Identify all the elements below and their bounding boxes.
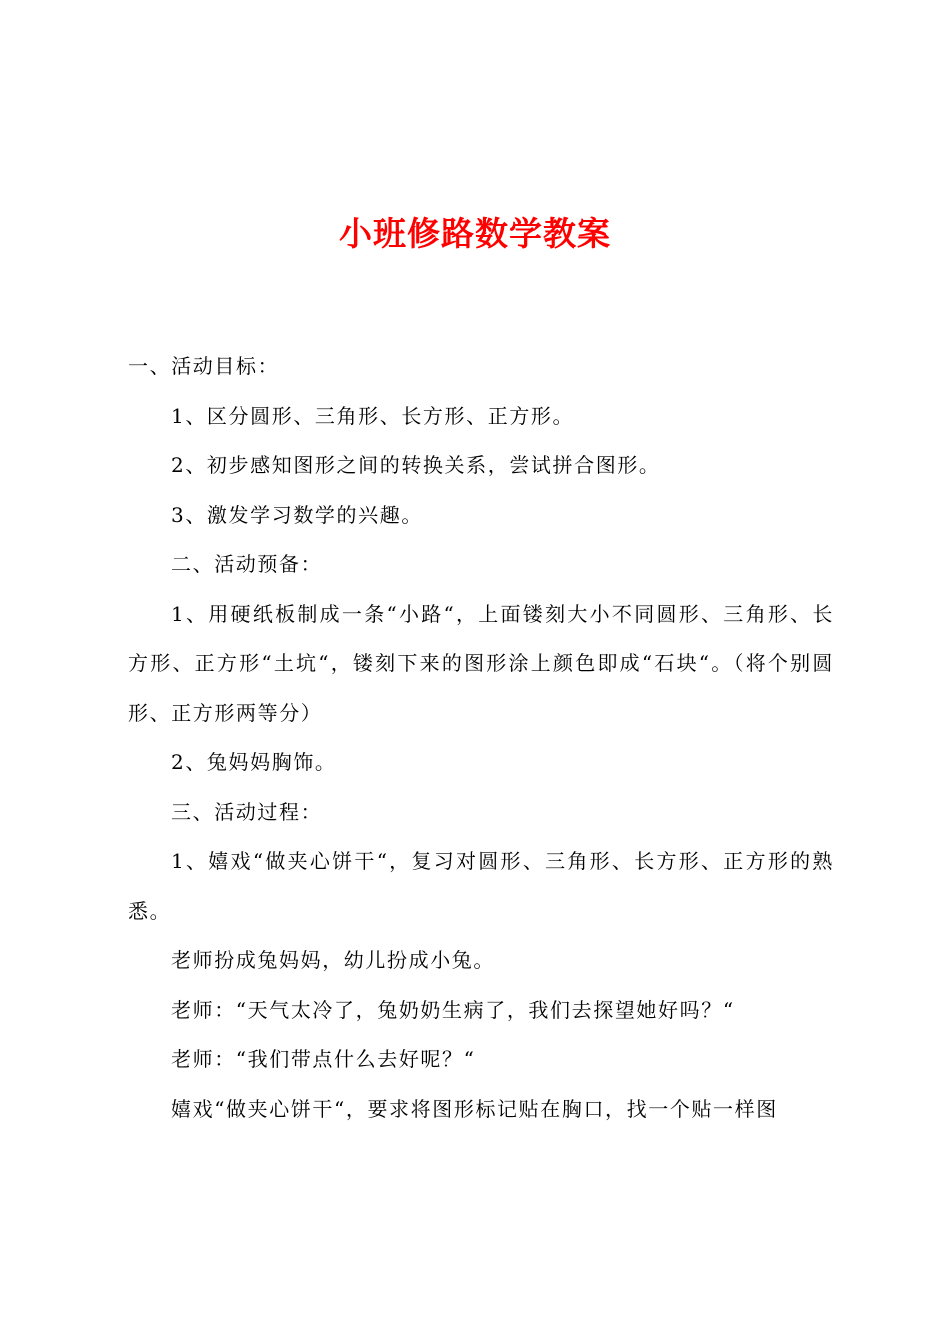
preparation-item-1: 1、用硬纸板制成一条“小路“，上面镂刻大小不同圆形、三角形、长方形、正方形“土坑“，镂刻下来的图形涂上颜色即成“石块“。（将个别圆形、正方形两等分）: [128, 601, 834, 725]
goal-item-2: 2、初步感知图形之间的转换关系，尝试拼合图形。: [171, 453, 661, 477]
process-item-1: 1、嬉戏“做夹心饼干“，复习对圆形、三角形、长方形、正方形的熟悉。: [128, 849, 834, 923]
section-heading-goals: 一、活动目标：: [128, 354, 280, 378]
section-heading-process: 三、活动过程：: [171, 799, 323, 824]
preparation-item-2: 2、兔妈妈胸饰。: [171, 750, 337, 774]
teacher-dialogue-1: 老师：“天气太冷了，兔奶奶生病了，我们去探望她好吗？“: [171, 997, 735, 1022]
process-paragraph: 老师扮成兔妈妈，幼儿扮成小兔。: [171, 948, 495, 972]
teacher-dialogue-2: 老师：“我们带点什么去好呢？“: [171, 1047, 476, 1071]
goal-item-3: 3、激发学习数学的兴趣。: [171, 502, 423, 527]
document-body: [128, 342, 834, 1134]
goal-item-1: 1、区分圆形、三角形、长方形、正方形。: [171, 403, 575, 428]
document-title: 小班修路数学教案: [339, 214, 611, 253]
process-paragraph-game: 嬉戏“做夹心饼干“，要求将图形标记贴在胸口，找一个贴一样图: [171, 1096, 778, 1121]
section-heading-preparation: 二、活动预备：: [171, 552, 323, 576]
